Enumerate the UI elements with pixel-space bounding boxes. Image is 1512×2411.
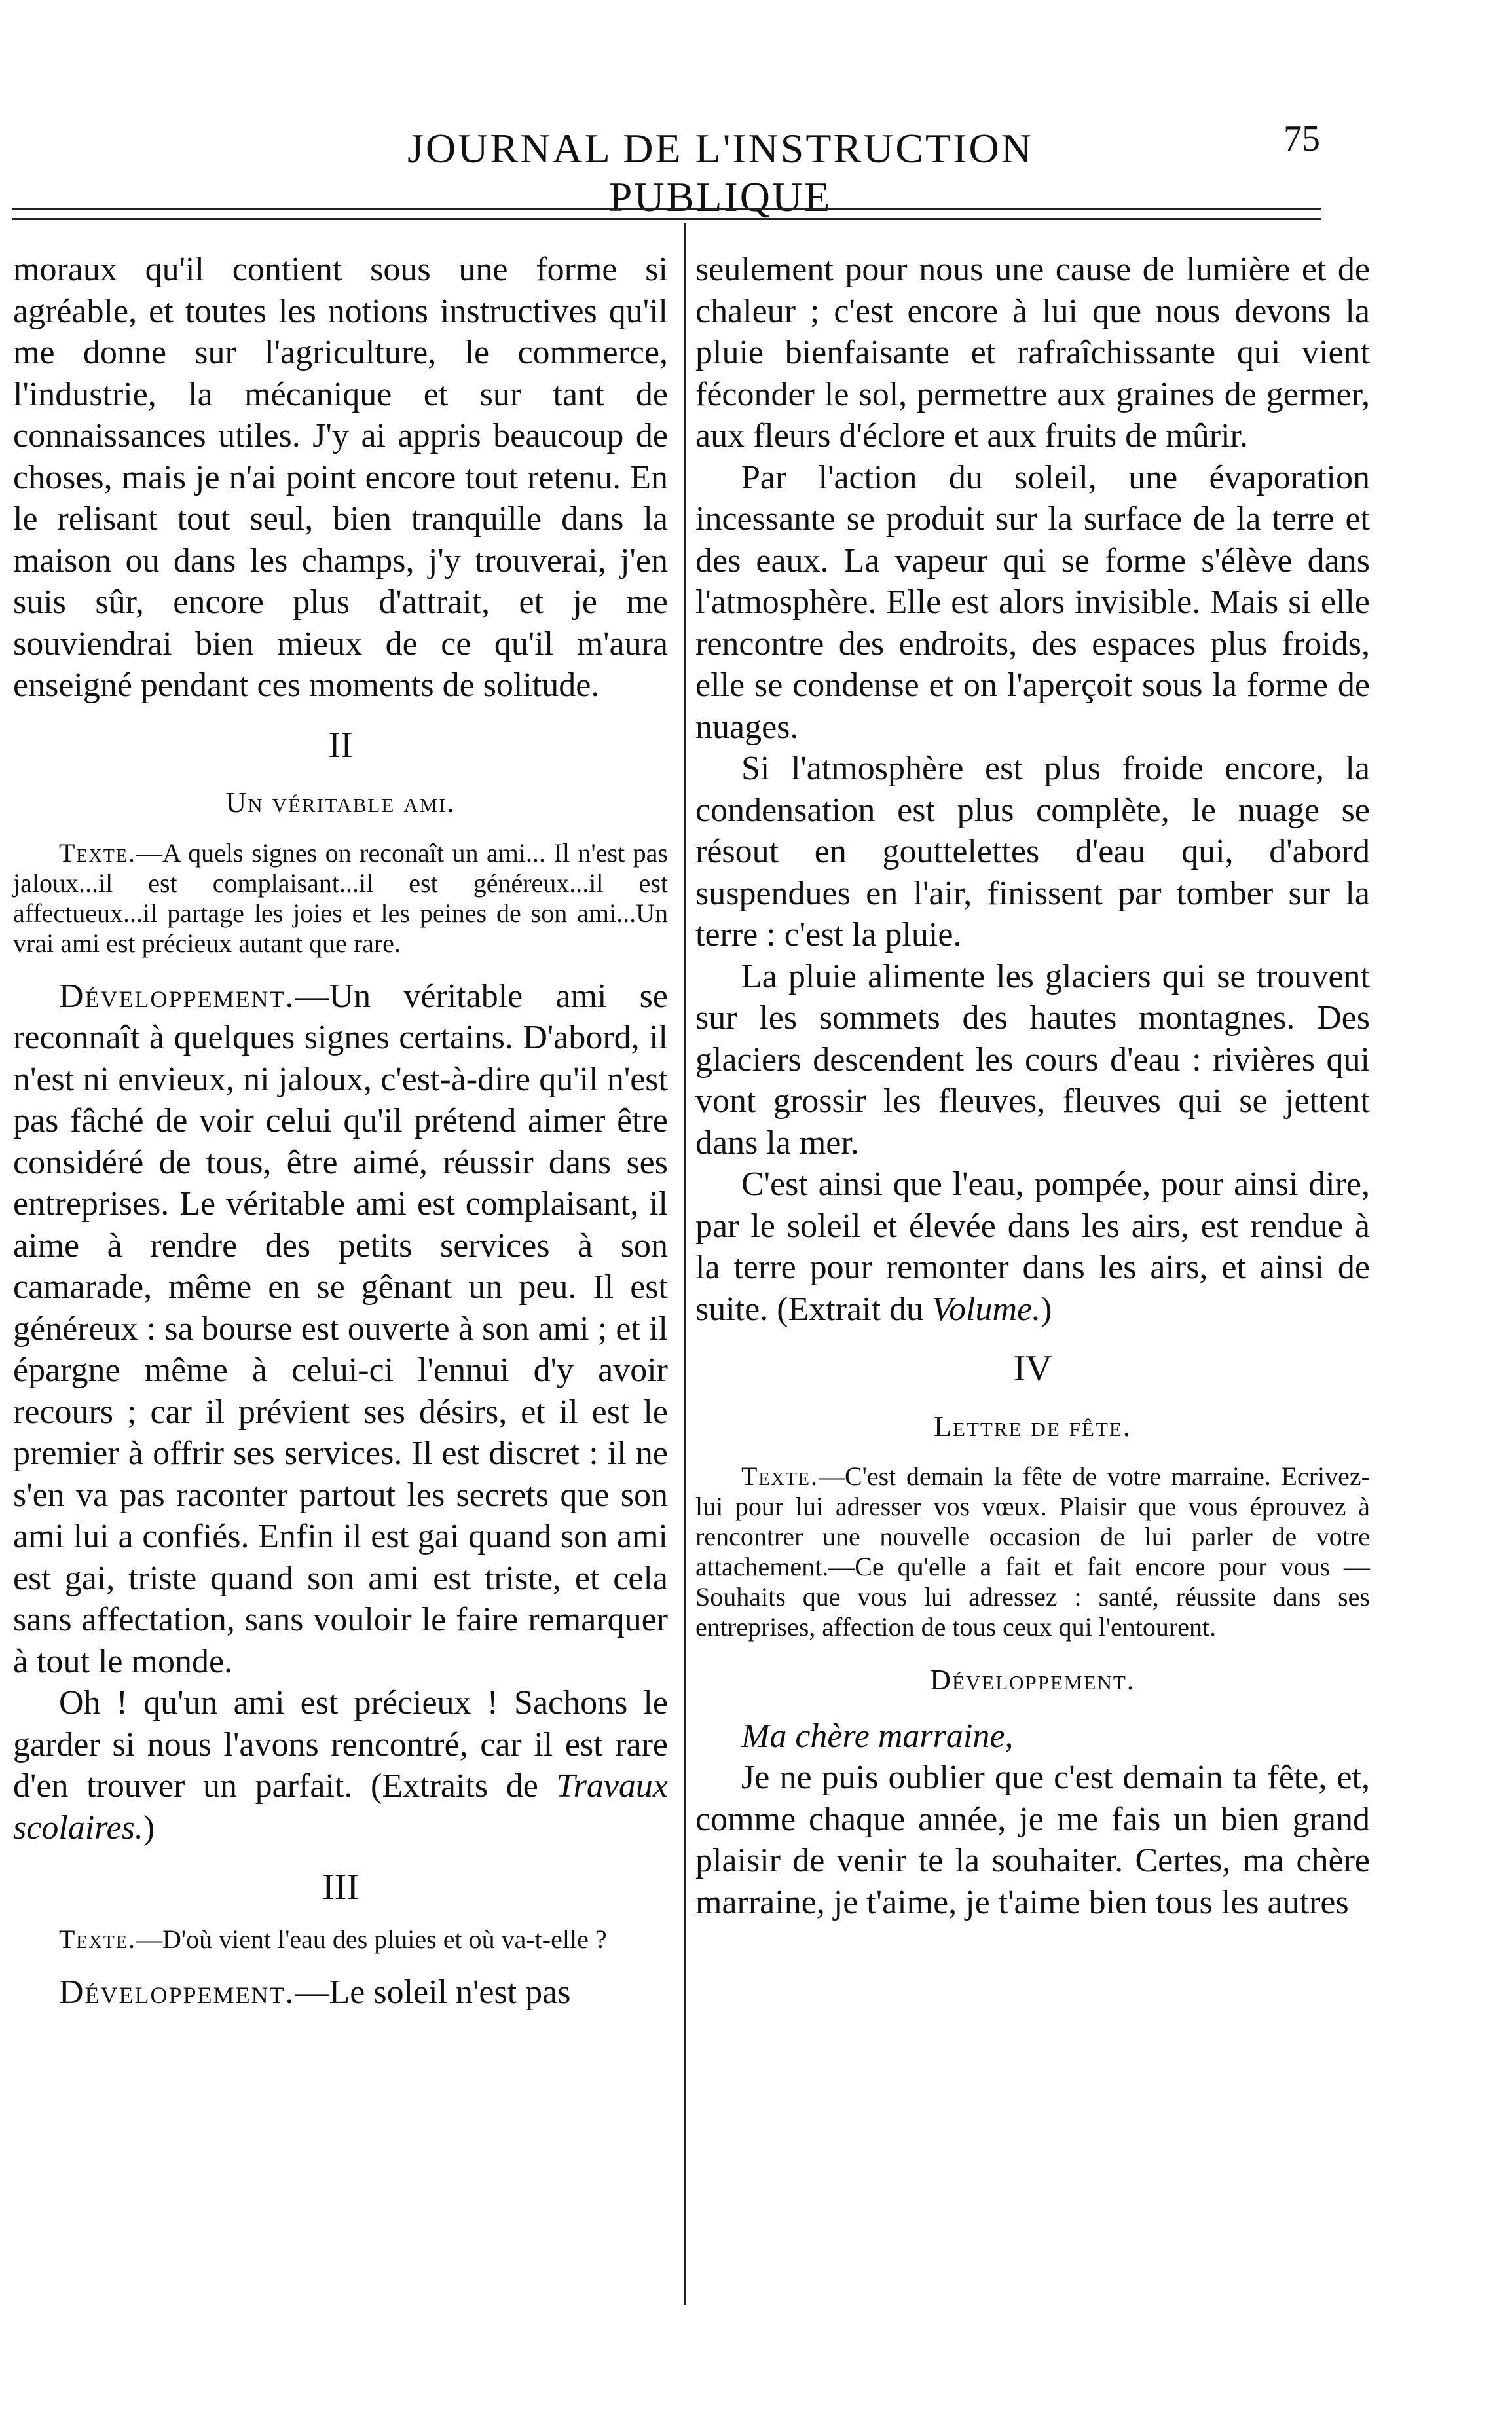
journal-title: JOURNAL DE L'INSTRUCTION PUBLIQUE [407,125,1033,220]
section-title: Lettre de fête. [934,1410,1132,1443]
texte-body: —D'où vient l'eau des pluies et où va-t-elle ? [136,1924,607,1954]
texte-label: Texte. [741,1462,819,1491]
development-label: Développement. [59,1973,295,2011]
section-number: III [322,1867,359,1907]
paragraph-continued: moraux qu'il contient sous une forme si agréable, et toutes les notions instructives qu'il me donne sur l'agriculture, le commerce, l'industrie, la mécanique et sur tant de connaissances utiles. J'y ai appris beaucoup de choses, mais je n'ai point encore tout retenu. En le relisant tout seul, bien tranquille dans la maison ou dans les champs, j'y trouverai, j'en suis sûr, encore plus d'attrait, et je me souviendrai bien mieux de ce qu'il m'aura enseigné pendant ces moments de solitude. [13,251,668,704]
closing-paragraph: Oh ! qu'un ami est précieux ! Sachons le garder si nous l'avons rencontré, car il est rare d'en trouver un parfait. (Extraits de Travaux scolaires.) [13,1684,668,1847]
exercise-prompt [13,1924,668,1955]
development-heading: Développement. [930,1664,1135,1696]
development-paragraph [13,1972,668,2014]
header-rule [12,208,1321,210]
exercise-prompt [695,1462,1370,1642]
paragraph: Par l'action du soleil, une évaporation incessante se produit sur la surface de la terre et des eaux. La vapeur qui se forme s'élève dans l'atmosphère. Elle est alors invisible. Mais si elle rencontre des endroits, des espaces plus froids, elle se condense et on l'aperçoit sous la forme de nuages. [695,458,1370,746]
development-label: Développement. [59,977,295,1015]
section-number: IV [1013,1348,1052,1389]
texte-label: Texte. [59,837,136,868]
development-body: —Le soleil n'est pas [295,1973,571,2011]
development-paragraph [13,976,668,1683]
left-column [13,249,668,2013]
paragraph: C'est ainsi que l'eau, pompée, pour ainsi dire, par le soleil et élevée dans les airs, est rendue à la terre pour remonter dans les airs, et ainsi de suite. (Extrait du Volume.) [695,1166,1370,1328]
texte-body: —A quels signes on reconaît un ami... Il n'est pas jaloux...il est complaisant...il est généreux...il est affectueux...il partage les joies et les peines de son ami...Un vrai ami est précieux autant que rare. [13,837,668,958]
page-number: 75 [1283,119,1320,159]
paragraph: Si l'atmosphère est plus froide encore, la condensation est plus complète, le nuage se résout en gouttelettes d'eau qui, d'abord suspendues en l'air, finissent par tomber sur la terre : c'est la pluie. [695,750,1370,953]
development-body: —Un véritable ami se reconnaît à quelques signes certains. D'abord, il n'est ni envieux, ni jaloux, c'est-à-dire qu'il n'est pas fâché de voir celui qu'il prétend aimer être considéré de tous, être aimé, réussir dans ses entreprises. Le véritable ami est complaisant, il aime à rendre des petits services à son camarade, même en se gênant un peu. Il est généreux : sa bourse est ouverte à son ami ; et il épargne même à celui-ci l'ennui d'y avoir recours ; car il prévient ses désirs, et il est le premier à offrir ses services. Il est discret : il ne s'en va pas raconter partout les secrets que son ami lui a confiés. Enfin il est gai quand son ami est gai, triste quand son ami est triste, et cela sans affectation, sans vouloir le faire remarquer à tout le monde. [13,977,668,1680]
running-header [0,118,1512,220]
source-title: Travaux scolaires. [13,1767,668,1847]
paragraph: La pluie alimente les glaciers qui se trouvent sur les sommets des hautes montagnes. Des glaciers descendent les cours d'eau : rivières qui vont grossir les fleuves, fleuves qui se jettent dans la mer. [695,957,1370,1162]
section-number: II [328,724,353,765]
source-title: Volume. [932,1290,1041,1328]
exercise-prompt [13,838,668,959]
texte-label: Texte. [59,1924,136,1954]
texte-body: —C'est demain la fête de votre marraine. Ecrivez-lui pour lui adresser vos vœux. Plaisir que vous éprouvez à rencontrer une nouvelle occasion de lui parler de votre attachement.—Ce qu'elle a fait et fait encore pour vous — Souhaits que vous lui adressez : santé, réussite dans ses entreprises, affection de tous ceux qui l'entourent. [695,1462,1370,1642]
column-divider [684,223,686,2305]
header-rule-double [12,218,1321,220]
right-column [695,249,1370,1923]
letter-body: Je ne puis oublier que c'est demain ta fête, et, comme chaque année, je me fais un bien grand plaisir de venir te la souhaiter. Certes, ma chère marraine, je t'aime, je t'aime bien tous les autres [695,1759,1370,1921]
paragraph-continued: seulement pour nous une cause de lumière et de chaleur ; c'est encore à lui que nous devons la pluie bienfaisante et rafraîchissante qui vient féconder le sol, permettre aux graines de germer, aux fleurs d'éclore et aux fruits de mûrir. [695,251,1370,454]
letter-salutation: Ma chère marraine, [741,1717,1014,1755]
section-title: Un véritable ami. [225,786,456,819]
